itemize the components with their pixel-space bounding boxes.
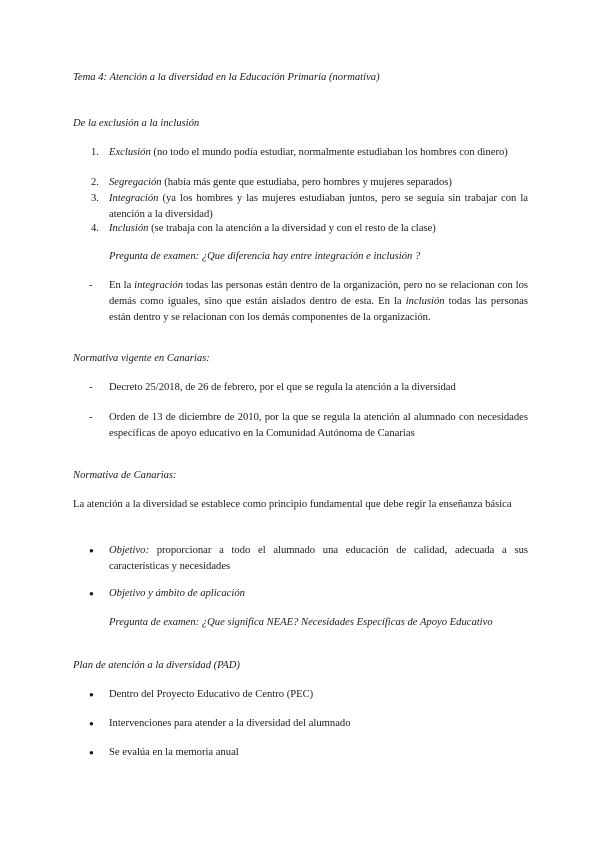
list-item-inclusion — [109, 221, 528, 237]
pad-item: Intervenciones para atender a la diversidad del alumnado — [109, 718, 351, 729]
pad-item: Se evalúa en la memoria anual — [109, 747, 239, 758]
list-item-text: (ya los hombres y las mujeres estudiaban juntos, pero se seguía sin trabajar con la atención a la diversidad) — [109, 193, 528, 220]
exam-question-2: Pregunta de examen: ¿Que significa NEAE? Necesidades Específicas de Apoyo Educativo — [109, 617, 493, 628]
diversidad-paragraph: La atención a la diversidad se establece como principio fundamental que debe regir la enseñanza básica — [73, 499, 512, 510]
list-item-text: proporcionar a todo el alumnado una educación de calidad, adecuada a sus características y necesidades — [109, 545, 528, 572]
integracion-vs-inclusion-paragraph — [109, 278, 528, 326]
bullet-icon: ● — [89, 589, 94, 598]
objetivo-ambito-item — [109, 586, 528, 602]
list-item-text: (no todo el mundo podía estudiar, normalmente estudiaban los hombres con dinero) — [150, 147, 508, 158]
text-run: todas las personas están dentro de la organización, pero no se relacionan con los demás como iguales, sino que están aislados dentro de esta. En la — [109, 280, 528, 307]
list-number: 3. — [91, 193, 99, 204]
term: Segregación — [109, 177, 162, 188]
list-number: 2. — [91, 177, 99, 188]
list-number: 4. — [91, 223, 99, 234]
list-item-text: (se trabaja con la atención a la diversidad y con el resto de la clase) — [148, 223, 436, 234]
section-heading-pad: Plan de atención a la diversidad (PAD) — [73, 660, 240, 671]
list-number: 1. — [91, 147, 99, 158]
term: Integración — [109, 193, 159, 204]
objetivo-item — [109, 543, 528, 575]
term: Objetivo: — [109, 545, 150, 556]
exam-question-1: Pregunta de examen: ¿Que diferencia hay entre integración e inclusión ? — [109, 251, 421, 262]
normativa-item-orden: Orden de 13 de diciembre de 2010, por la que se regula la atención al alumnado con necesidades específicas de apoyo educativo en la Comunidad Autónoma de Canarias — [109, 412, 528, 439]
document-title: Tema 4: Atención a la diversidad en la Educación Primaria (normativa) — [73, 72, 380, 83]
dash-marker: - — [89, 412, 93, 423]
bullet-icon: ● — [89, 748, 94, 757]
normativa-item-decreto: Decreto 25/2018, de 26 de febrero, por el que se regula la atención a la diversidad — [109, 382, 456, 393]
bullet-icon: ● — [89, 719, 94, 728]
list-item-exclusion — [109, 145, 528, 161]
dash-marker: - — [89, 280, 93, 291]
list-item-segregacion — [109, 175, 528, 191]
section-heading-exclusion-inclusion: De la exclusión a la inclusión — [73, 118, 200, 129]
bullet-icon: ● — [89, 546, 94, 555]
term: inclusión — [405, 296, 445, 307]
term: integración — [134, 280, 183, 291]
term: Exclusión — [109, 147, 151, 158]
section-heading-normativa-canarias: Normativa de Canarias: — [73, 470, 177, 481]
dash-marker: - — [89, 382, 93, 393]
list-item-text: (había más gente que estudiaba, pero hombres y mujeres separados) — [161, 177, 452, 188]
term: Objetivo y ámbito de aplicación — [109, 588, 245, 599]
list-item-integracion — [109, 191, 528, 223]
pad-item: Dentro del Proyecto Educativo de Centro (PEC) — [109, 689, 314, 700]
text-run: todas las personas están dentro y se relacionan con los demás componentes de la organización. — [109, 296, 528, 323]
bullet-icon: ● — [89, 690, 94, 699]
term: Inclusión — [109, 223, 149, 234]
section-heading-normativa-vigente: Normativa vigente en Canarias: — [73, 353, 210, 364]
text-run: En la — [109, 280, 135, 291]
